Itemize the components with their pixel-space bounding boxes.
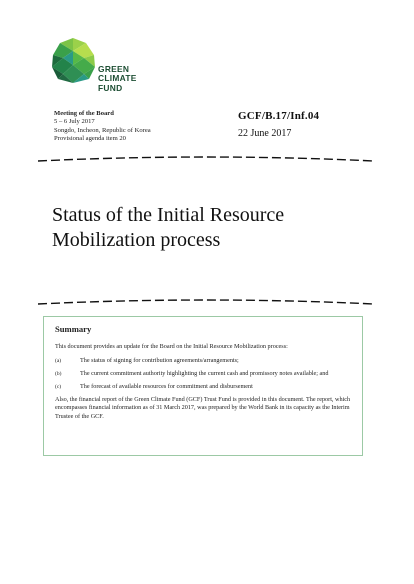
summary-closing: Also, the financial report of the Green Climate Fund (GCF) Trust Fund is provided in this document. The report, which encompasses financial information as of 31 March 2017, was prepared by the World Bank in its capacity as the Interim Trustee of the GCF. bbox=[55, 396, 351, 420]
document-code: GCF/B.17/Inf.04 bbox=[238, 110, 320, 122]
list-item bbox=[55, 383, 351, 391]
list-item-text: The status of signing for contribution agreements/arrangements; bbox=[80, 357, 239, 365]
list-item-marker: (b) bbox=[55, 371, 62, 378]
logo-line-green: GREEN bbox=[98, 64, 130, 74]
dashed-divider-top bbox=[36, 153, 376, 163]
dashed-divider-bottom bbox=[36, 296, 376, 306]
summary-box bbox=[43, 316, 363, 456]
document-title bbox=[52, 203, 372, 253]
list-item bbox=[55, 357, 351, 365]
document-date: 22 June 2017 bbox=[238, 128, 292, 139]
meeting-info bbox=[54, 110, 151, 143]
summary-list bbox=[55, 357, 351, 391]
summary-intro: This document provides an update for the Board on the Initial Resource Mobilization process: bbox=[55, 343, 288, 350]
green-climate-fund-logo bbox=[50, 36, 180, 96]
logo-line-fund: FUND bbox=[98, 82, 123, 93]
meeting-location: Songdo, Incheon, Republic of Korea bbox=[54, 126, 151, 134]
document-info bbox=[238, 110, 319, 139]
meeting-title: Meeting of the Board bbox=[54, 110, 114, 117]
list-item bbox=[55, 370, 351, 378]
globe-icon bbox=[50, 36, 96, 86]
list-item-marker: (c) bbox=[55, 384, 62, 391]
title-line-2: Mobilization process bbox=[52, 229, 221, 251]
list-item-text: The forecast of available resources for commitment and disbursement bbox=[80, 383, 253, 391]
logo-line-climate: CLIMATE bbox=[98, 73, 137, 84]
title-line-1: Status of the Initial Resource bbox=[52, 204, 285, 226]
meeting-agenda-item: Provisional agenda item 20 bbox=[54, 134, 126, 142]
list-item-text: The current commitment authority highlighting the current cash and promissory notes available; and bbox=[80, 370, 329, 378]
logo-wordmark bbox=[98, 65, 137, 93]
meeting-dates: 5 – 6 July 2017 bbox=[54, 118, 95, 126]
list-item-marker: (a) bbox=[55, 358, 62, 365]
summary-heading: Summary bbox=[55, 324, 92, 334]
